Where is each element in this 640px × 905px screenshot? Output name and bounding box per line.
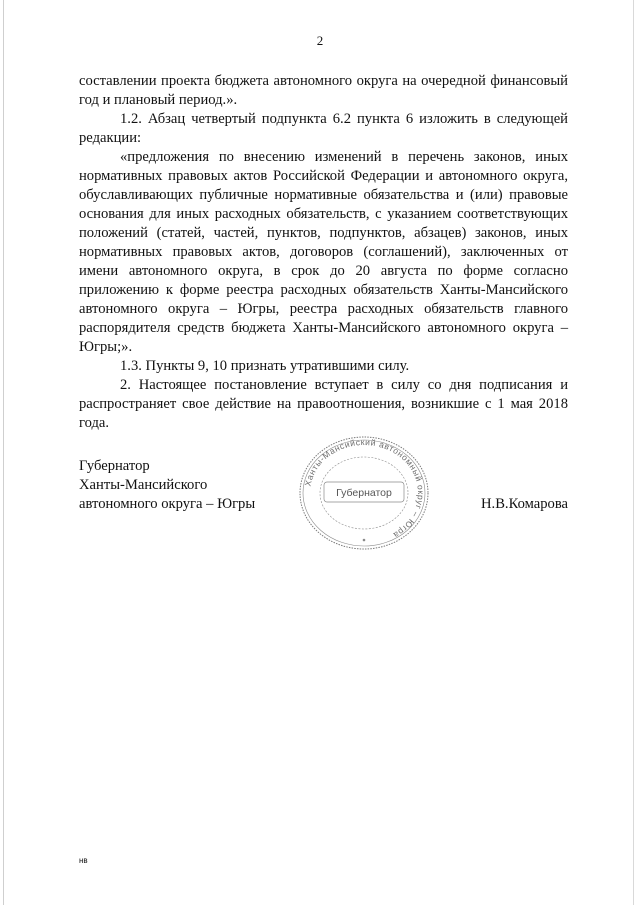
scan-edge-right <box>633 0 634 905</box>
signature-block <box>79 436 568 567</box>
signatory-position-line: автономного округа – Югры <box>79 496 256 512</box>
paragraph-item-1-2: 1.2. Абзац четвертый подпункта 6.2 пункта 6 изложить в следующей редакции: <box>79 111 568 146</box>
signatory-position-line: Губернатор <box>79 458 150 474</box>
paragraph-item-2: 2. Настоящее постановление вступает в силу со дня подписания и распространяет свое действие на правоотношения, возникшие с 1 мая 2018 года. <box>79 377 568 431</box>
page-number: 2 <box>316 33 324 48</box>
seal-center-text: Губернатор <box>336 487 392 499</box>
paragraph-item-1-3: 1.3. Пункты 9, 10 признать утратившими силу. <box>120 358 410 374</box>
scan-edge-left <box>3 0 4 905</box>
signatory-name: Н.В.Комарова <box>481 496 568 512</box>
signatory-position-line: Ханты-Мансийского <box>79 477 208 493</box>
document-body <box>79 72 568 433</box>
paragraph-continuation: составлении проекта бюджета автономного округа на очередной финансовый год и плановый период.». <box>79 73 568 108</box>
official-seal-stamp <box>295 434 433 552</box>
executor-mark: нв <box>79 856 88 865</box>
signatory-position <box>79 457 255 514</box>
paragraph-quoted-text: «предложения по внесению изменений в перечень законов, иных нормативных правовых актов Российской Федерации и автономного округа, обуславливающих публичные нормативные обязательства и (или) правовые основания для иных расходных обязательств, с указанием соответствующих положений (статей, частей, пунктов, подпунктов, абзацев) законов, иных нормативных правовых актов, договоров (соглашений), заключенных от имени автономного округа, в срок до 20 августа по форме согласно приложению к форме реестра расходных обязательств Ханты-Мансийского автономного округа – Югры, реестра расходных обязательств главного распорядителя средств бюджета Ханты-Мансийского автономного округа – Югры;». <box>79 149 568 355</box>
seal-ring-text: Ханты-Мансийский автономный округ – Югра <box>302 436 427 541</box>
